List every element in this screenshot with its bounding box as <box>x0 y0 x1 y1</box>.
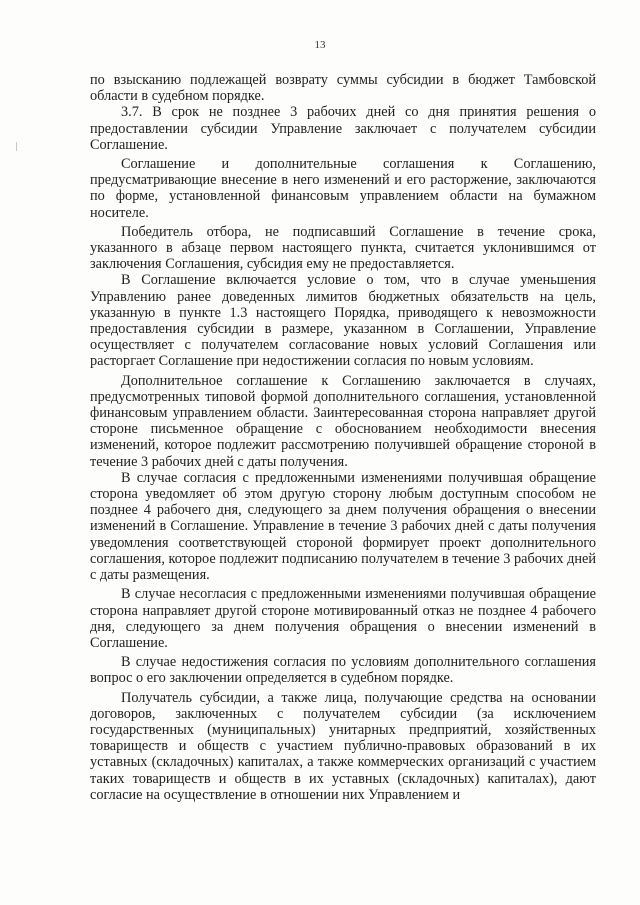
paragraph-6: Дополнительное соглашение к Соглашению заключается в случаях, предусмотренных типовой формой дополнительного соглашения, установленной финансовым управлением области. Заинтересованная сторона направляет другой стороне письменное обращение с обоснованием необходимости внесения изменений, которое подлежит рассмотрению получившей обращение стороной в течение 3 рабочих дней с даты получения. <box>90 372 596 470</box>
paragraph-4: Победитель отбора, не подписавший Соглашение в течение срока, указанного в абзаце первом настоящего пункта, считается уклонившимся от заключения Соглашения, субсидия ему не предоставляется. <box>90 223 596 273</box>
paragraph-7: В случае согласия с предложенными изменениями получившая обращение сторона уведомляет об этом другую сторону любым доступным способом не позднее 4 рабочего дня, следующего за днем получения обращения о внесении изменений в Соглашение. Управление в течение 3 рабочих дней с даты получения уведомления соответствующей стороной формирует проект дополнительного соглашения, которое подлежит подписанию получателем в течение 3 рабочих дней с даты размещения. <box>90 469 596 584</box>
paragraph-3: Соглашение и дополнительные соглашения к Соглашению, предусматривающие внесение в него изменений и его расторжение, заключаются по форме, установленной финансовым управлением области на бумажном носителе. <box>90 156 596 221</box>
paragraph-9: В случае недостижения согласия по условиям дополнительного соглашения вопрос о его заключении определяется в судебном порядке. <box>90 654 596 687</box>
paragraph-10: Получатель субсидии, а также лица, получающие средства на основании договоров, заключенных с получателем субсидии (за исключением государственных (муниципальных) унитарных предприятий, хозяйственных товариществ и обществ с участием публично-правовых образований в их уставных (складочных) капиталах, а также коммерческих организаций с участием таких товариществ и обществ в их уставных (складочных) капиталах), дают согласие на осуществление в отношении них Управлением и <box>90 689 596 803</box>
document-body <box>90 72 596 803</box>
margin-mark <box>16 142 17 151</box>
page-number: 13 <box>314 39 326 51</box>
paragraph-2: 3.7. В срок не позднее 3 рабочих дней со дня принятия решения о предоставлении субсидии Управление заключает с получателем субсидии Соглашение. <box>90 104 596 153</box>
paragraph-1: по взысканию подлежащей возврату суммы субсидии в бюджет Тамбовской области в судебном порядке. <box>90 72 596 105</box>
paragraph-5: В Соглашение включается условие о том, что в случае уменьшения Управлению ранее доведенных лимитов бюджетных обязательств на цель, указанную в пункте 1.3 настоящего Порядка, приводящего к невозможности предоставления субсидии в размере, указанном в Соглашении, Управление осуществляет с получателем согласование новых условий Соглашения или расторгает Соглашение при недостижении согласия по новым условиям. <box>90 272 596 370</box>
paragraph-8: В случае несогласия с предложенными изменениями получившая обращение сторона направляет другой стороне мотивированный отказ не позднее 4 рабочего дня, следующего за днем получения обращения о внесении изменений в Соглашение. <box>90 586 596 651</box>
